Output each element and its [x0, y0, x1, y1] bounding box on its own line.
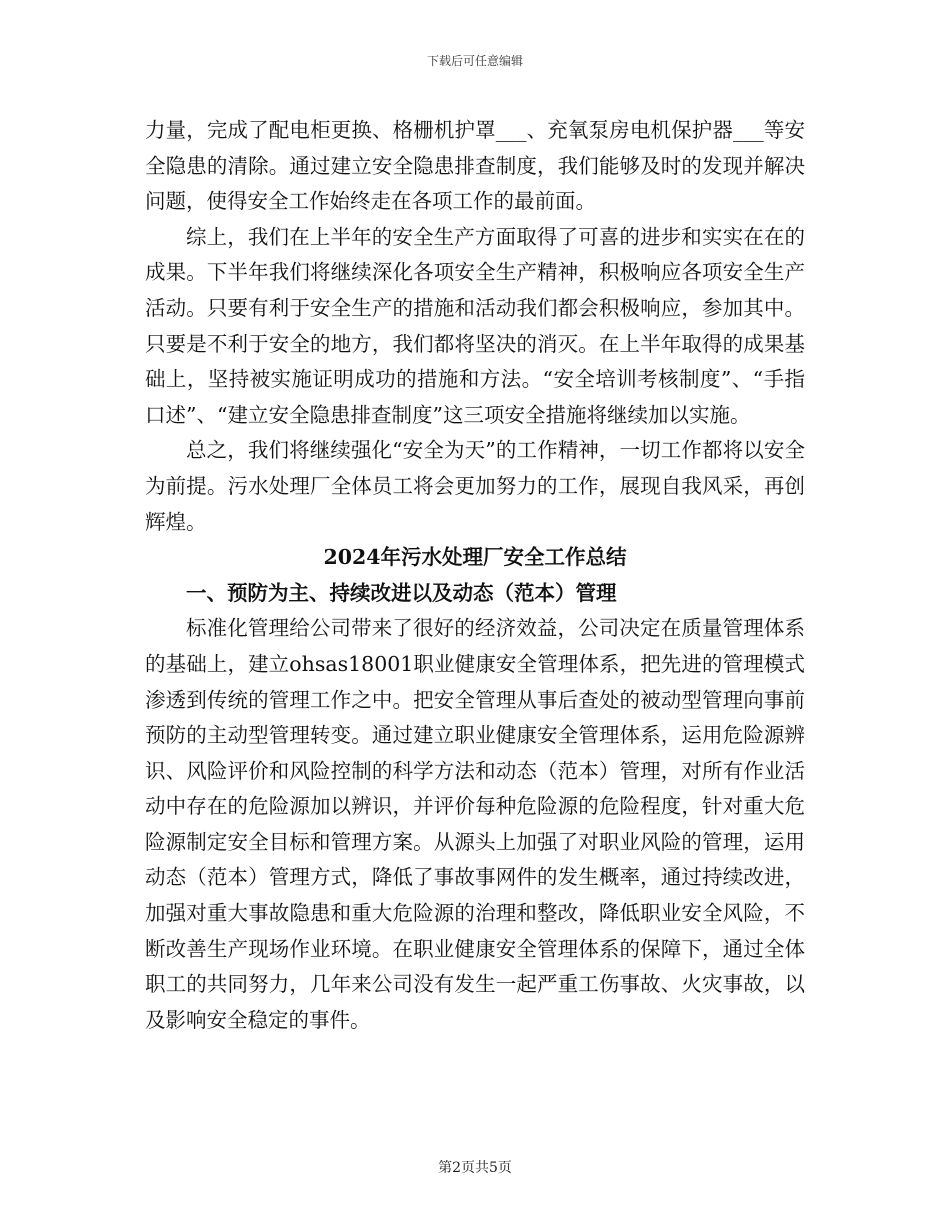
- paragraph-summary: 综上，我们在上半年的安全生产方面取得了可喜的进步和实实在在的成果。下半年我们将继续深化各项安全生产精神，积极响应各项安全生产活动。只要有利于安全生产的措施和活动我们都会积极响应，参加其中。只要是不利于安全的地方，我们都将坚决的消灭。在上半年取得的成果基础上，坚持被实施证明成功的措施和方法。“安全培训考核制度”、“手指口述”、“建立安全隐患排查制度”这三项安全措施将继续加以实施。: [145, 224, 805, 427]
- document-body: [145, 113, 805, 1038]
- paragraph-section-body: 标准化管理给公司带来了很好的经济效益，公司决定在质量管理体系的基础上，建立ohsas18001职业健康安全管理体系，把先进的管理模式渗透到传统的管理工作之中。把安全管理从事后查处的被动型管理向事前预防的主动型管理转变。通过建立职业健康安全管理体系，运用危险源辨识、风险评价和风险控制的科学方法和动态（范本）管理，对所有作业活动中存在的危险源加以辨识，并评价每种危险源的危险程度，针对重大危险源制定安全目标和管理方案。从源头上加强了对职业风险的管理，运用动态（范本）管理方式，降低了事故事网件的发生概率，通过持续改进，加强对重大事故隐患和重大危险源的治理和整改，降低职业安全风险，不断改善生产现场作业环境。在职业健康安全管理体系的保障下，通过全体职工的共同努力，几年来公司没有发生一起严重工伤事故、火灾事故，以及影响安全稳定的事件。: [145, 616, 805, 1032]
- document-title: 2024年污水处理厂安全工作总结: [323, 545, 627, 570]
- paragraph-conclusion: 总之，我们将继续强化“安全为天”的工作精神，一切工作都将以安全为前提。污水处理厂全体员工将会更加努力的工作，展现自我风采，再创辉煌。: [145, 438, 805, 534]
- paragraph-continuation: 力量，完成了配电柜更换、格栅机护罩___、充氧泵房电机保护器___等安全隐患的清除。通过建立安全隐患排查制度，我们能够及时的发现并解决问题，使得安全工作始终走在各项工作的最前面。: [145, 118, 805, 214]
- page-header: [0, 52, 950, 69]
- page-number: 第2页共5页: [438, 1160, 512, 1176]
- page-footer: [0, 1157, 950, 1177]
- header-note: 下载后可任意编辑: [426, 54, 523, 68]
- section-heading: 一、预防为主、持续改进以及动态（范本）管理: [186, 580, 617, 605]
